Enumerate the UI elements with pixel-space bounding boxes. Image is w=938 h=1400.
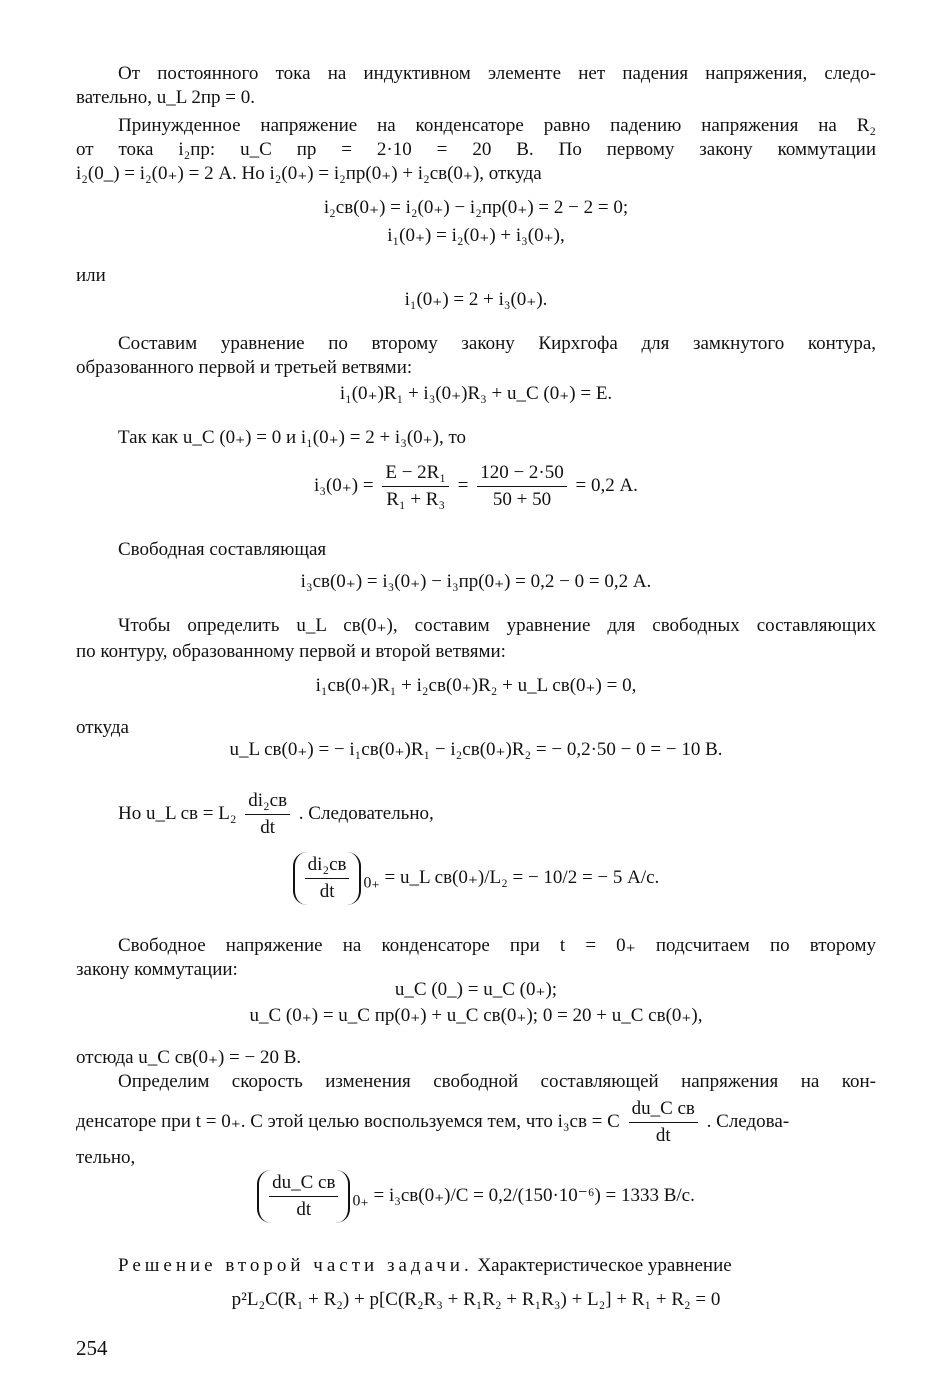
fraction [629, 1096, 698, 1149]
denominator: dt [296, 1199, 312, 1220]
text-fragment: . Следовательно, [298, 802, 434, 824]
numerator: E − 2R₁ [382, 460, 449, 487]
parenthesis [293, 852, 362, 905]
equals: = [457, 474, 469, 496]
text-line: тельно, [76, 1147, 136, 1168]
equation-rhs: = u_L св(0₊)/L₂ = − 10/2 = − 5 А/с. [384, 866, 660, 888]
text-line: от тока i₂пр: u_C пр = 2·10 = 20 В. По первому закону коммутации [76, 139, 876, 160]
subscript: 0₊ [363, 874, 380, 892]
page-number: 254 [76, 1336, 108, 1360]
equation-rhs: = 0,2 А. [575, 474, 638, 496]
text-fragment: Характеристическое уравнение [472, 1255, 732, 1276]
text-line: закону коммутации: [76, 959, 238, 980]
equation: i₂св(0₊) = i₂(0₊) − i₂пр(0₊) = 2 − 2 = 0; [323, 197, 629, 218]
text-line: Свободная составляющая [118, 539, 327, 560]
text-line: или [76, 265, 106, 286]
derivative-equation [76, 852, 876, 905]
text-fragment: Но u_L св = L₂ [118, 802, 237, 824]
numerator: di₂св [305, 852, 350, 879]
text-line: вательно, u_L 2пр = 0. [76, 87, 255, 108]
equation: i₁(0₊)R₁ + i₃(0₊)R₃ + u_C (0₊) = E. [339, 383, 613, 404]
equation-rhs: = i₃св(0₊)/C = 0,2/(150·10⁻⁶) = 1333 В/с. [373, 1184, 695, 1206]
text-line: образованного первой и третьей ветвями: [76, 357, 413, 378]
text-line: i₂(0_) = i₂(0₊) = 2 А. Но i₂(0₊) = i₂пр(0₊) + i₂св(0₊), откуда [76, 163, 542, 184]
numerator: du_C св [629, 1096, 698, 1123]
text-fragment: денсаторе при t = 0₊. С этой целью воспользуемся тем, что i₃св = C [76, 1110, 620, 1132]
section-heading-line [118, 1254, 876, 1278]
text-line: Составим уравнение по второму закону Кирхгофа для замкнутого контура, [118, 333, 876, 354]
denominator: dt [319, 881, 335, 902]
fraction [269, 1170, 338, 1223]
equation: u_C (0₊) = u_C пр(0₊) + u_C св(0₊); 0 = 20 + u_C св(0₊), [249, 1005, 703, 1026]
text-line: Принужденное напряжение на конденсаторе равно падению напряжения на R₂ [118, 115, 876, 136]
fraction-line [76, 1096, 876, 1149]
equation: i₁(0₊) = i₂(0₊) + i₃(0₊), [387, 225, 565, 246]
fraction [477, 460, 567, 513]
fraction [382, 460, 449, 513]
equation: i₃св(0₊) = i₃(0₊) − i₃пр(0₊) = 0,2 − 0 = 0,2 А. [300, 571, 652, 592]
denominator: 50 + 50 [492, 489, 552, 510]
section-heading: Решение второй части задачи. [118, 1255, 473, 1276]
denominator: dt [260, 817, 276, 838]
equation-lhs: i₃(0₊) = [314, 474, 374, 496]
subscript: 0₊ [352, 1192, 369, 1210]
text-line: отсюда u_C св(0₊) = − 20 В. [76, 1047, 302, 1068]
text-fragment: . Следова- [706, 1110, 790, 1132]
numerator: 120 − 2·50 [477, 460, 567, 487]
equation: i₁(0₊) = 2 + i₃(0₊). [404, 289, 548, 310]
denominator: dt [655, 1125, 671, 1146]
text-line: откуда [76, 717, 129, 738]
fraction [305, 852, 350, 905]
fraction [245, 788, 290, 841]
equation: i₁св(0₊)R₁ + i₂св(0₊)R₂ + u_L св(0₊) = 0, [315, 675, 637, 696]
equation: u_L св(0₊) = − i₁св(0₊)R₁ − i₂св(0₊)R₂ = − 0,2·50 − 0 = − 10 В. [229, 739, 723, 760]
equation: p²L₂C(R₁ + R₂) + p[C(R₂R₃ + R₁R₂ + R₁R₃) + L₂] + R₁ + R₂ = 0 [231, 1289, 721, 1310]
numerator: du_C св [269, 1170, 338, 1197]
parenthesis [257, 1170, 350, 1223]
numerator: di₂св [245, 788, 290, 815]
fraction-equation [76, 460, 876, 513]
text-line: Свободное напряжение на конденсаторе при t = 0₊ подсчитаем по второму [118, 935, 876, 956]
text-line: От постоянного тока на индуктивном элементе нет падения напряжения, следо- [118, 63, 876, 84]
derivative-equation [76, 1170, 876, 1223]
denominator: R₁ + R₃ [386, 489, 446, 510]
fraction-line [118, 788, 876, 841]
text-line: Определим скорость изменения свободной составляющей напряжения на кон- [118, 1071, 876, 1092]
text-line: Так как u_C (0₊) = 0 и i₁(0₊) = 2 + i₃(0₊), то [118, 427, 467, 448]
text-line: Чтобы определить u_L св(0₊), составим уравнение для свободных составляющих [118, 615, 876, 636]
text-line: по контуру, образованному первой и второй ветвями: [76, 641, 506, 662]
equation: u_C (0_) = u_C (0₊); [394, 979, 558, 1000]
